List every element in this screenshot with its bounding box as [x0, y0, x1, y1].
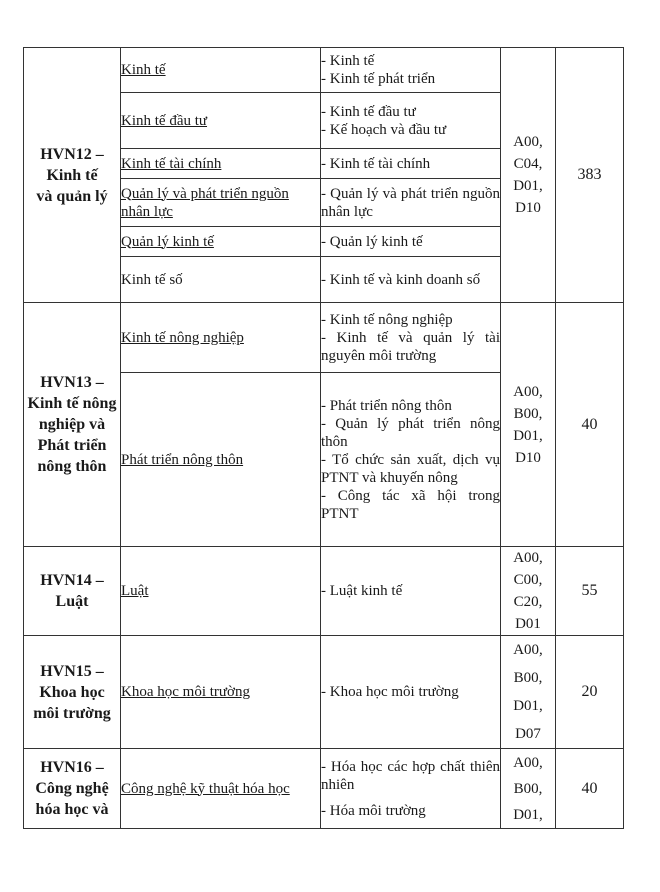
quota-cell: 20 [556, 636, 624, 749]
table-row [24, 749, 624, 829]
table-row [24, 303, 624, 373]
major-cell: Kinh tế số [121, 257, 321, 303]
spec-cell: - Phát triển nông thôn - Quản lý phát triển nông thôn - Tổ chức sản xuất, dịch vụ PTNT và khuyến nông - Công tác xã hội trong PTNT [321, 373, 501, 547]
quota-cell: 383 [556, 48, 624, 303]
major-cell: Công nghệ kỹ thuật hóa học [121, 749, 321, 829]
table-row [24, 636, 624, 749]
group-cell: HVN13 – Kinh tế nông nghiệp và Phát triển nông thôn [24, 303, 121, 547]
major-cell: Khoa học môi trường [121, 636, 321, 749]
combo-cell: A00, C04, D01, D10 [501, 48, 556, 303]
combo-cell: A00, B00, D01, [501, 749, 556, 829]
major-cell: Luật [121, 547, 321, 636]
spec-cell: - Kinh tế và kinh doanh số [321, 257, 501, 303]
spec-cell: - Kinh tế nông nghiệp - Kinh tế và quản lý tài nguyên môi trường [321, 303, 501, 373]
spec-cell: - Hóa học các hợp chất thiên nhiên - Hóa môi trường [321, 749, 501, 829]
major-cell: Quản lý và phát triển nguồn nhân lực [121, 179, 321, 227]
quota-cell: 40 [556, 749, 624, 829]
spec-cell: - Quản lý và phát triển nguồn nhân lực [321, 179, 501, 227]
table-row [24, 48, 624, 93]
quota-cell: 55 [556, 547, 624, 636]
major-cell: Kinh tế tài chính [121, 149, 321, 179]
group-cell: HVN14 – Luật [24, 547, 121, 636]
combo-cell: A00, B00, D01, D10 [501, 303, 556, 547]
group-cell: HVN15 – Khoa học môi trường [24, 636, 121, 749]
quota-cell: 40 [556, 303, 624, 547]
admission-table [23, 47, 624, 829]
spec-cell: - Khoa học môi trường [321, 636, 501, 749]
spec-cell: - Kinh tế - Kinh tế phát triển [321, 48, 501, 93]
group-cell: HVN12 – Kinh tế và quản lý [24, 48, 121, 303]
major-cell: Quản lý kinh tế [121, 227, 321, 257]
combo-cell: A00, B00, D01, D07 [501, 636, 556, 749]
spec-cell: - Luật kinh tế [321, 547, 501, 636]
major-cell: Kinh tế [121, 48, 321, 93]
table-row [24, 547, 624, 636]
admission-table-page [23, 47, 623, 829]
major-cell: Kinh tế đầu tư [121, 93, 321, 149]
group-cell: HVN16 – Công nghệ hóa học và [24, 749, 121, 829]
combo-cell: A00, C00, C20, D01 [501, 547, 556, 636]
spec-cell: - Kinh tế tài chính [321, 149, 501, 179]
spec-cell: - Quản lý kinh tế [321, 227, 501, 257]
spec-cell: - Kinh tế đầu tư - Kế hoạch và đầu tư [321, 93, 501, 149]
major-cell: Kinh tế nông nghiệp [121, 303, 321, 373]
major-cell: Phát triển nông thôn [121, 373, 321, 547]
